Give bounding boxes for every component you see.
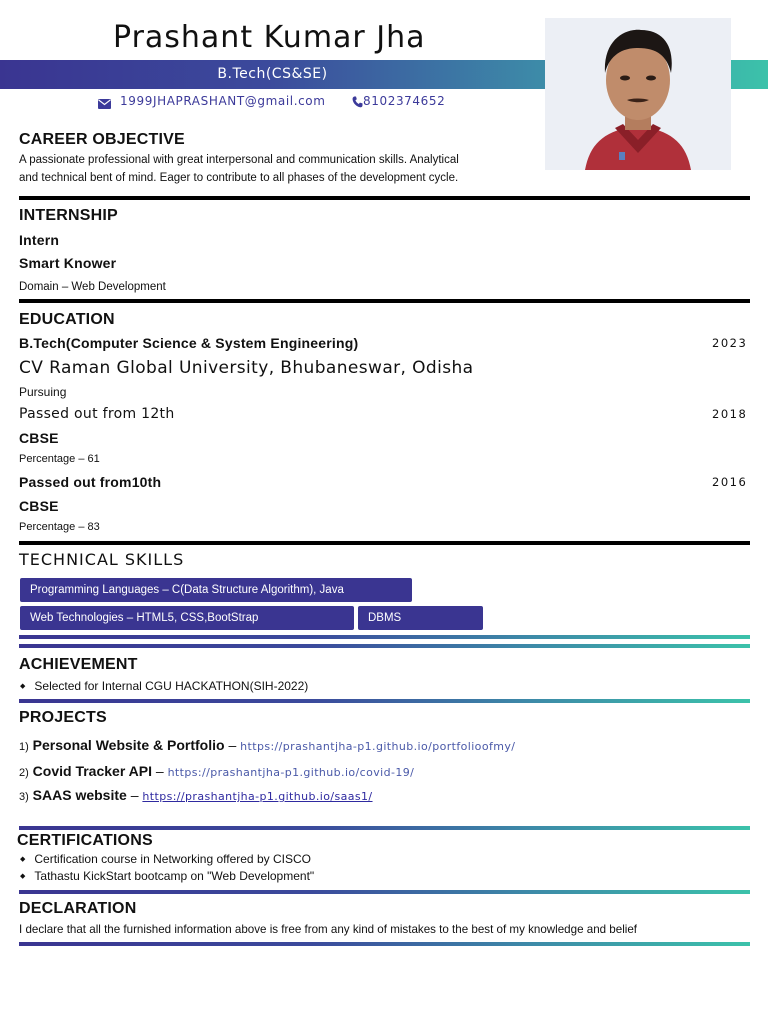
degree-title: B.Tech(CS&SE) [217, 66, 328, 82]
project-number: 2) [19, 767, 29, 779]
skill-chip-programming: Programming Languages – C(Data Structure Algorithm), Java [20, 578, 412, 602]
declaration-text: I declare that all the furnished information above is free from any kind of mistakes to the best of my knowledge and belief [19, 923, 638, 936]
envelope-icon [98, 96, 111, 106]
section-title-declaration: DECLARATION [19, 900, 137, 917]
education-twelfth-year: 2018 [712, 407, 748, 421]
section-title-achievement: ACHIEVEMENT [19, 656, 138, 673]
education-tenth-year: 2016 [712, 475, 748, 489]
internship-role: Intern [19, 232, 60, 248]
project-dash: – [151, 763, 168, 779]
section-title-projects: PROJECTS [19, 709, 107, 726]
project-item-2 [19, 763, 414, 779]
section-divider [19, 826, 750, 830]
project-dash: – [126, 787, 143, 803]
project-number: 1) [19, 741, 29, 753]
section-divider [19, 196, 750, 200]
skill-chip-dbms: DBMS [358, 606, 483, 630]
education-university: CV Raman Global University, Bhubaneswar, Odisha [19, 358, 474, 378]
phone-number[interactable]: 8102374652 [363, 94, 446, 108]
section-title-technical-skills: TECHNICAL SKILLS [19, 550, 185, 569]
education-twelfth-board: CBSE [19, 430, 59, 446]
project-item-3 [19, 787, 373, 803]
education-twelfth-percentage: Percentage – 61 [19, 453, 100, 465]
skill-chip-web: Web Technologies – HTML5, CSS,BootStrap [20, 606, 354, 630]
certification-item: ◆ Certification course in Networking offered by CISCO [20, 852, 311, 866]
certification-item: ◆ Tathastu KickStart bootcamp on "Web Development" [20, 869, 314, 883]
internship-domain: Domain – Web Development [19, 281, 166, 293]
section-divider [19, 644, 750, 648]
achievement-item: ◆ Selected for Internal CGU HACKATHON(SIH-2022) [20, 679, 308, 693]
education-status: Pursuing [19, 385, 67, 399]
section-divider [19, 699, 750, 703]
email-link[interactable]: 1999JHAPRASHANT@gmail.com [120, 94, 326, 108]
objective-line-1: A passionate professional with great interpersonal and communication skills. Analytical [19, 154, 459, 166]
project-link-portfolio[interactable]: https://prashantjha-p1.github.io/portfolioofmy/ [240, 740, 516, 753]
section-divider [19, 890, 750, 894]
objective-line-2: and technical bent of mind. Eager to contribute to all phases of the development cycle. [19, 172, 459, 184]
section-title-education: EDUCATION [19, 311, 115, 328]
section-divider [19, 635, 750, 639]
project-item-1 [19, 737, 515, 753]
section-title-internship: INTERNSHIP [19, 207, 118, 224]
phone-icon [352, 95, 363, 107]
project-title: Personal Website & Portfolio [32, 737, 225, 753]
project-link-saas[interactable]: https://prashantjha-p1.github.io/saas1/ [142, 790, 373, 803]
section-title-career-objective: CAREER OBJECTIVE [19, 131, 185, 148]
education-tenth-percentage: Percentage – 83 [19, 521, 100, 533]
education-twelfth: Passed out from 12th [19, 406, 175, 422]
project-title: SAAS website [32, 787, 127, 803]
project-dash: – [224, 737, 241, 753]
project-title: Covid Tracker API [32, 763, 152, 779]
project-link-covid[interactable]: https://prashantjha-p1.github.io/covid-19/ [167, 766, 415, 779]
education-tenth: Passed out from10th [19, 474, 162, 490]
internship-company: Smart Knower [19, 255, 117, 271]
education-degree-year: 2023 [712, 336, 748, 350]
section-title-certifications: CERTIFICATIONS [17, 832, 153, 849]
candidate-name: Prashant Kumar Jha [113, 20, 426, 55]
section-divider [19, 942, 750, 946]
education-tenth-board: CBSE [19, 498, 59, 514]
profile-photo [545, 18, 731, 170]
section-divider [19, 541, 750, 545]
section-divider [19, 299, 750, 303]
project-number: 3) [19, 791, 29, 803]
education-degree: B.Tech(Computer Science & System Engineering) [19, 335, 359, 351]
